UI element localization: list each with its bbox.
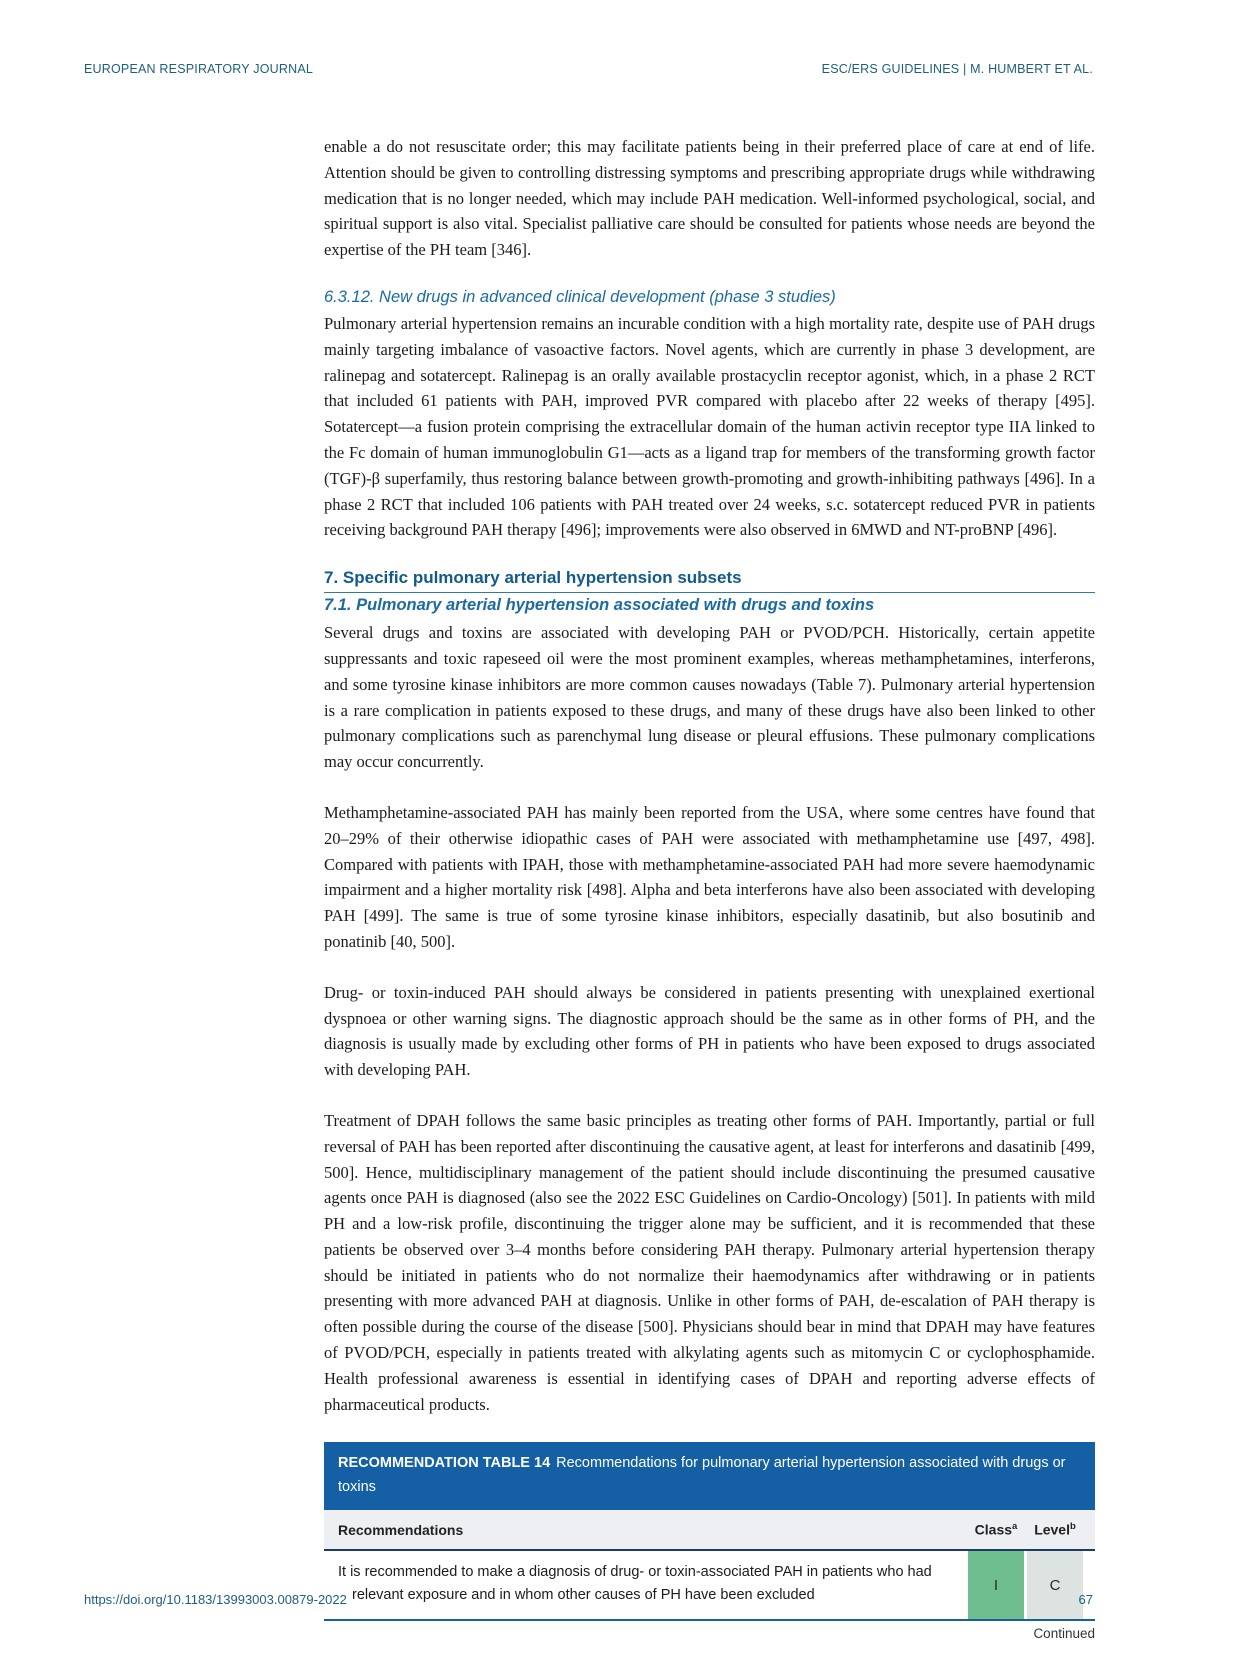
- paragraph-methamphetamine: Methamphetamine-associated PAH has mainly been reported from the USA, where some centres have found that 20–29% of their otherwise idiopathic cases of PAH were associated with methamphetamine use [497, 498]. Compared with patients with IPAH, those with methamphetamine-associated PAH had more severe haemodynamic impairment and a higher mortality risk [498]. Alpha and beta interferons have also been associated with developing PAH [499]. The same is true of some tyrosine kinase inhibitors, especially dasatinib, but also bosutinib and ponatinib [40, 500].: [324, 802, 1095, 951]
- journal-name: EUROPEAN RESPIRATORY JOURNAL: [84, 62, 314, 76]
- table-row: [324, 1551, 1095, 1621]
- column-header-level-footnote: b: [1070, 1521, 1076, 1533]
- recommendation-table-label: RECOMMENDATION TABLE 14: [338, 1455, 551, 1472]
- column-header-class: [968, 1521, 1024, 1538]
- column-header-class-label: Class: [974, 1522, 1013, 1539]
- heading-section-7: 7. Specific pulmonary arterial hypertension subsets: [324, 568, 1095, 593]
- recommendation-table-caption: Recommendations for pulmonary arterial hypertension associated with drugs or toxins: [338, 1455, 1066, 1495]
- column-header-level-label: Level: [1034, 1522, 1070, 1539]
- level-badge: C: [1027, 1551, 1083, 1619]
- paragraph-treatment: Treatment of DPAH follows the same basic principles as treating other forms of PAH. Importantly, partial or full reversal of PAH has been reported after discontinuing the causative agent, at least for interferons and dasatinib [499, 500]. Hence, multidisciplinary management of the patient should include discontinuing the presumed causative agents once PAH is diagnosed (also see the 2022 ESC Guidelines on Cardio-Oncology) [501]. In patients with mild PH and a low-risk profile, discontinuing the trigger alone may be sufficient, and it is recommended that these patients be observed over 3–4 months before considering PAH therapy. Pulmonary arterial hypertension therapy should be initiated in patients who do not normalize their haemodynamics after withdrawing or in patients presenting with more advanced PAH at diagnosis. Unlike in other forms of PAH, de-escalation of PAH therapy is often possible during the course of the disease [500]. Physicians should bear in mind that DPAH may have features of PVOD/PCH, especially in patients treated with alkylating agents such as mitomycin C or cyclophosphamide. Health professional awareness is essential in identifying cases of DPAH and reporting adverse effects of pharmaceutical products.: [324, 1110, 1095, 1414]
- recommendation-text: It is recommended to make a diagnosis of drug- or toxin-associated PAH in patients who had relevant exposure and in whom other causes of PH have been excluded: [338, 1564, 932, 1603]
- column-header-level: [1027, 1521, 1083, 1538]
- column-header-recommendations: Recommendations: [338, 1521, 464, 1538]
- heading-7-1: 7.1. Pulmonary arterial hypertension associated with drugs and toxins: [324, 596, 875, 615]
- running-head: [84, 62, 1093, 76]
- article-running-title: ESC/ERS GUIDELINES | M. HUMBERT ET AL.: [821, 62, 1093, 76]
- paragraph-drugs-toxins: Several drugs and toxins are associated with developing PAH or PVOD/PCH. Historically, certain appetite suppressants and toxic rapeseed oil were the most prominent examples, whereas methamphetamines, interferons, and some tyrosine kinase inhibitors are more common causes nowadays (Table 7). Pulmonary arterial hypertension is a rare complication in patients exposed to these drugs, and many of these drugs have also been linked to other pulmonary complications such as parenchymal lung disease or pleural effusions. These pulmonary complications may occur concurrently.: [324, 623, 1095, 772]
- recommendation-table-14: [324, 1442, 1095, 1641]
- doi-link: https://doi.org/10.1183/13993003.00879-2022: [84, 1592, 347, 1607]
- column-header-class-footnote: a: [1012, 1521, 1018, 1533]
- paragraph-diagnosis: Drug- or toxin-induced PAH should always be considered in patients presenting with unexplained exertional dyspnoea or other warning signs. The diagnostic approach should be the same as in other forms of PH, and the diagnosis is usually made by excluding other forms of PH in patients who have been exposed to drugs associated with developing PAH.: [324, 982, 1095, 1080]
- table-column-header-row: [324, 1510, 1095, 1551]
- class-badge: I: [968, 1551, 1024, 1619]
- page-number: 67: [1078, 1592, 1093, 1607]
- heading-6-3-12: 6.3.12. New drugs in advanced clinical development (phase 3 studies): [324, 287, 836, 306]
- table-continued-note: Continued: [1033, 1626, 1095, 1642]
- page-footer: [84, 1592, 1093, 1607]
- article-content: [324, 134, 1095, 1641]
- paragraph-palliative-care: enable a do not resuscitate order; this may facilitate patients being in their preferred place of care at end of life. Attention should be given to controlling distressing symptoms and prescribing appropriate drugs while withdrawing medication that is no longer needed, which may include PAH medication. Well-informed psychological, social, and spiritual support is also vital. Specialist palliative care should be consulted for patients whose needs are beyond the expertise of the PH team [346].: [324, 137, 1095, 260]
- recommendation-table-title: [324, 1442, 1095, 1510]
- paragraph-new-drugs: Pulmonary arterial hypertension remains an incurable condition with a high mortality rate, despite use of PAH drugs mainly targeting imbalance of vasoactive factors. Novel agents, which are currently in phase 3 development, are ralinepag and sotatercept. Ralinepag is an orally available prostacyclin receptor agonist, which, in a phase 2 RCT that included 61 patients with PAH, improved PVR compared with placebo after 22 weeks of therapy [495]. Sotatercept—a fusion protein comprising the extracellular domain of the human activin receptor type IIA linked to the Fc domain of human immunoglobulin G1—acts as a ligand trap for members of the transforming growth factor (TGF)-β superfamily, thus restoring balance between growth-promoting and growth-inhibiting pathways [496]. In a phase 2 RCT that included 106 patients with PAH treated over 24 weeks, s.c. sotatercept reduced PVR in patients receiving background PAH therapy [496]; improvements were also observed in 6MWD and NT-proBNP [496].: [324, 313, 1095, 540]
